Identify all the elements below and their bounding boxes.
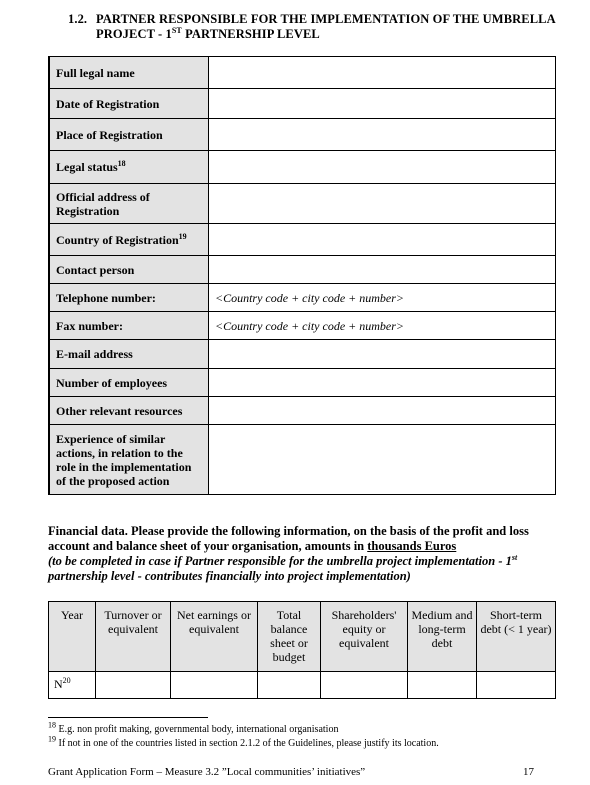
table-row [49,256,556,284]
table-row [49,224,556,256]
cell-turnover[interactable] [96,672,171,699]
field-input-date-of-registration[interactable] [209,89,556,119]
field-input-official-address[interactable] [209,184,556,224]
table-row [49,89,556,119]
cell-medium-long-debt[interactable] [408,672,477,699]
partner-info-table [48,56,556,495]
table-row [49,340,556,369]
heading-line-2: PROJECT - 1ST PARTNERSHIP LEVEL [96,25,320,41]
field-label-place-of-registration: Place of Registration [49,119,209,151]
financial-intro-text: Financial data. Please provide the following information, on the basis of the profit and loss account and balance sheet of your organisation, amounts in [48,524,529,553]
field-input-fax[interactable]: <Country code + city code + number> [209,312,556,340]
column-header-year: Year [49,602,96,672]
column-header-total-balance: Total balance sheet or budget [258,602,321,672]
column-header-net-earnings: Net earnings or equivalent [171,602,258,672]
page-footer [48,766,534,779]
financial-unit-text: thousands Euros [367,539,457,553]
field-label-legal-status: Legal status$^{18}$ [49,151,209,184]
table-row [49,184,556,224]
cell-shareholders-equity[interactable] [321,672,408,699]
field-input-employees[interactable] [209,369,556,397]
field-label-employees: Number of employees [49,369,209,397]
field-label-experience: Experience of similar actions, in relation to the role in the implementation of the proposed action [49,425,209,495]
footnote-18: $^{18}$ E.g. non profit making, governmental body, international organisation [48,720,339,735]
section-number: 1.2. [68,12,88,26]
field-input-experience[interactable] [209,425,556,495]
table-row [49,312,556,340]
field-label-full-legal-name: Full legal name [49,57,209,89]
table-row [49,57,556,89]
cell-short-term-debt[interactable] [477,672,556,699]
field-input-full-legal-name[interactable] [209,57,556,89]
field-label-email: E-mail address [49,340,209,369]
field-label-fax: Fax number: [49,312,209,340]
column-header-turnover: Turnover or equivalent [96,602,171,672]
footnote-19: $^{19}$ If not in one of the countries listed in section 2.1.2 of the Guidelines, please justify its location. [48,734,439,749]
column-header-medium-long-debt: Medium and long-term debt [408,602,477,672]
financial-note: (to be completed in case if Partner responsible for the umbrella project implementation - 1st partnership level - contributes financially into project implementation) [48,552,518,583]
column-header-short-term-debt: Short-term debt (< 1 year) [477,602,556,672]
field-label-contact-person: Contact person [49,256,209,284]
row-label-year: $N^{20}$ [49,672,96,699]
field-input-place-of-registration[interactable] [209,119,556,151]
field-input-legal-status[interactable] [209,151,556,184]
field-label-telephone: Telephone number: [49,284,209,312]
footnote-divider [48,717,208,718]
table-header-row [49,602,556,672]
field-input-telephone[interactable]: <Country code + city code + number> [209,284,556,312]
footer-title: Grant Application Form – Measure 3.2 ”Local communities’ initiatives” [48,766,366,778]
table-row [49,284,556,312]
field-label-country-of-registration: Country of Registration$^{19}$ [49,224,209,256]
field-input-contact-person[interactable] [209,256,556,284]
field-input-email[interactable] [209,340,556,369]
table-row [49,119,556,151]
cell-net-earnings[interactable] [171,672,258,699]
field-input-other-resources[interactable] [209,397,556,425]
financial-data-intro [48,524,556,584]
field-label-other-resources: Other relevant resources [49,397,209,425]
table-row [49,397,556,425]
table-row [49,672,556,699]
table-row [49,151,556,184]
table-row [49,425,556,495]
section-heading [68,12,556,42]
page-number: 17 [523,766,534,778]
cell-total-balance[interactable] [258,672,321,699]
field-label-official-address: Official address of Registration [49,184,209,224]
table-row [49,369,556,397]
financial-data-table [48,601,556,699]
heading-line-1: PARTNER RESPONSIBLE FOR THE IMPLEMENTATION OF THE UMBRELLA [96,12,556,26]
field-input-country-of-registration[interactable] [209,224,556,256]
field-label-date-of-registration: Date of Registration [49,89,209,119]
column-header-shareholders-equity: Shareholders' equity or equivalent [321,602,408,672]
